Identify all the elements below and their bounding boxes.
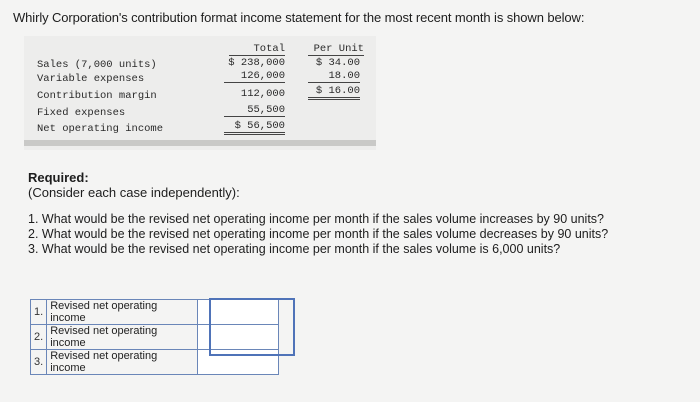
row-label-variable-expenses: Variable expenses xyxy=(37,73,145,85)
answer-number: 2. xyxy=(31,325,47,350)
contribution-margin-total: 112,000 xyxy=(240,88,285,100)
sales-total: $ 238,000 xyxy=(228,57,285,69)
answer-label: Revised net operating income xyxy=(47,300,198,325)
required-section xyxy=(28,170,240,200)
required-note: (Consider each case independently): xyxy=(28,185,240,200)
answer-3-input[interactable] xyxy=(198,353,278,371)
answer-row xyxy=(31,300,279,325)
row-label-sales: Sales (7,000 units) xyxy=(37,59,157,71)
answer-number: 1. xyxy=(31,300,47,325)
answer-1-input[interactable] xyxy=(198,303,278,321)
answer-number: 3. xyxy=(31,350,47,375)
variable-expenses-per-unit: 18.00 xyxy=(308,70,360,83)
answer-table xyxy=(30,299,279,375)
answer-2-input[interactable] xyxy=(198,328,278,346)
answer-row xyxy=(31,325,279,350)
fixed-expenses-total: 55,500 xyxy=(224,104,285,117)
row-label-net-operating-income: Net operating income xyxy=(37,123,164,135)
variable-expenses-total: 126,000 xyxy=(224,70,285,83)
contribution-margin-per-unit: $ 16.00 xyxy=(308,85,360,100)
answer-row xyxy=(31,350,279,375)
net-operating-income-total: $ 56,500 xyxy=(224,120,285,135)
row-label-contribution-margin: Contribution margin xyxy=(37,90,157,102)
question-list xyxy=(28,212,608,257)
answer-label: Revised net operating income xyxy=(47,325,198,350)
answer-label: Revised net operating income xyxy=(47,350,198,375)
statement-bottom-rule xyxy=(24,140,376,146)
sales-per-unit: $ 34.00 xyxy=(315,57,360,69)
problem-intro: Whirly Corporation's contribution format income statement for the most recent month is shown below: xyxy=(13,10,585,25)
income-statement xyxy=(24,36,376,150)
col-header-per-unit: Per Unit xyxy=(308,43,364,56)
required-title: Required: xyxy=(28,170,89,185)
col-header-total: Total xyxy=(229,43,285,56)
row-label-fixed-expenses: Fixed expenses xyxy=(37,107,126,119)
question-1: 1. What would be the revised net operating income per month if the sales volume increases by 90 units? xyxy=(28,212,605,226)
question-3: 3. What would be the revised net operating income per month if the sales volume is 6,000 units? xyxy=(28,242,561,256)
question-2: 2. What would be the revised net operating income per month if the sales volume decreases by 90 units? xyxy=(28,227,609,241)
